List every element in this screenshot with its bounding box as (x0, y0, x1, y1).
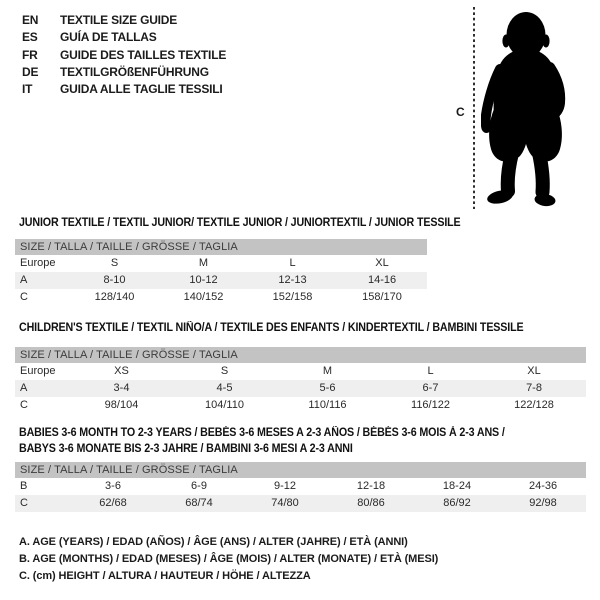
language-row-en (22, 12, 226, 29)
size-header-label: SIZE / TALLA / TAILLE / GRÖSSE / TAGLIA (15, 239, 427, 255)
cell: 110/116 (308, 399, 347, 411)
table-row (15, 363, 586, 380)
row-label: A (15, 272, 70, 289)
cell: L (289, 257, 296, 269)
table-title-children: CHILDREN'S TEXTILE / TEXTIL NIÑO/A / TEXTILE DES ENFANTS / KINDERTEXTIL / BAMBINI TESSILE (19, 322, 524, 334)
cell: XS (114, 365, 129, 377)
language-label: GUÍA DE TALLAS (60, 30, 157, 45)
cell: 80/86 (328, 495, 414, 512)
table-row (15, 289, 427, 306)
language-row-de (22, 64, 226, 81)
cell: 14-16 (337, 272, 427, 289)
table-title-babies (19, 425, 505, 457)
row-label: C (20, 291, 28, 303)
language-code: EN (22, 13, 39, 27)
table-row (15, 255, 427, 272)
cell: 4-5 (173, 380, 276, 397)
cell: 10-12 (159, 272, 248, 289)
cell: 158/170 (362, 291, 402, 303)
cell: XL (527, 365, 541, 377)
language-code: DE (22, 64, 39, 79)
cell: S (110, 257, 119, 269)
row-label: A (15, 380, 70, 397)
cell: 104/110 (205, 399, 244, 411)
cell: 140/152 (183, 291, 224, 303)
language-code: IT (22, 82, 33, 97)
cell: 8-10 (70, 272, 159, 289)
table-title-babies-line2: BABYS 3-6 MONATE BIS 2-3 JAHRE / BAMBINI 3-6 MESI A 2-3 ANNI (19, 443, 353, 455)
cell: XL (375, 257, 389, 269)
cell: 3-4 (70, 380, 173, 397)
cell: 18-24 (442, 480, 472, 492)
size-header-bar (15, 239, 427, 255)
cell: 6-9 (191, 480, 207, 492)
cell: 128/140 (94, 291, 135, 303)
size-header-label: SIZE / TALLA / TAILLE / GRÖSSE / TAGLIA (15, 462, 586, 478)
language-code: FR (22, 47, 38, 62)
cell: 92/98 (500, 495, 586, 512)
table-row (15, 272, 427, 289)
cell: 6-7 (379, 380, 482, 397)
table-title-junior: JUNIOR TEXTILE / TEXTIL JUNIOR/ TEXTILE JUNIOR / JUNIORTEXTIL / JUNIOR TESSILE (19, 217, 461, 229)
language-row-fr (22, 47, 226, 64)
size-table-children (15, 347, 586, 414)
cell: 5-6 (276, 380, 379, 397)
cell: 12-18 (356, 480, 386, 492)
row-label: C (20, 399, 28, 411)
size-header-bar (15, 347, 586, 363)
language-list (22, 12, 226, 98)
language-label: GUIDA ALLE TAGLIE TESSILI (60, 82, 223, 97)
language-row-es (22, 29, 226, 46)
table-row (15, 495, 586, 512)
cell: L (427, 365, 434, 377)
measurement-legend (19, 534, 438, 586)
size-table-babies (15, 462, 586, 512)
toddler-silhouette-icon (481, 7, 569, 209)
cell: 86/92 (414, 495, 500, 512)
row-label: Europe (20, 257, 56, 269)
legend-line-age-years: A. AGE (YEARS) / EDAD (AÑOS) / ÂGE (ANS) / ALTER (JAHRE) / ETÀ (ANNI) (19, 536, 408, 548)
height-label: C (456, 105, 465, 119)
legend-line-height: C. (cm) HEIGHT / ALTURA / HAUTEUR / HÖHE / ALTEZZA (19, 570, 311, 583)
language-label: TEXTILE SIZE GUIDE (60, 13, 178, 27)
cell: S (220, 365, 229, 377)
cell: M (322, 365, 333, 377)
cell: 24-36 (528, 480, 558, 492)
cell: 152/158 (272, 291, 313, 303)
table-row (15, 397, 586, 414)
language-label: GUIDE DES TAILLES TEXTILE (60, 47, 227, 62)
height-measure-line (472, 7, 476, 209)
size-table-junior (15, 239, 427, 306)
language-code: ES (22, 30, 38, 45)
size-header-label: SIZE / TALLA / TAILLE / GRÖSSE / TAGLIA (15, 347, 586, 363)
row-label: Europe (20, 365, 56, 377)
cell: 68/74 (156, 495, 242, 512)
row-label: C (15, 495, 70, 512)
cell: 122/128 (514, 399, 554, 411)
language-label: TEXTILGRÖßENFÜHRUNG (60, 64, 209, 79)
cell: 9-12 (273, 480, 297, 492)
table-row (15, 380, 586, 397)
legend-line-age-months: B. AGE (MONTHS) / EDAD (MESES) / ÂGE (MOIS) / ALTER (MONATE) / ETÀ (MESI) (19, 553, 439, 566)
cell: M (198, 257, 209, 269)
size-header-bar (15, 462, 586, 478)
table-title-babies-line1: BABIES 3-6 MONTH TO 2-3 YEARS / BEBÉS 3-6 MESES A 2-3 AÑOS / BÉBÉS 3-6 MOIS À 2-3 ANS / (19, 427, 505, 439)
cell: 62/68 (70, 495, 156, 512)
cell: 116/122 (411, 399, 450, 411)
cell: 3-6 (105, 480, 121, 492)
language-row-it (22, 81, 226, 98)
table-row (15, 478, 586, 495)
cell: 7-8 (482, 380, 586, 397)
cell: 98/104 (104, 399, 139, 411)
row-label: B (20, 480, 28, 492)
cell: 12-13 (248, 272, 337, 289)
cell: 74/80 (242, 495, 328, 512)
